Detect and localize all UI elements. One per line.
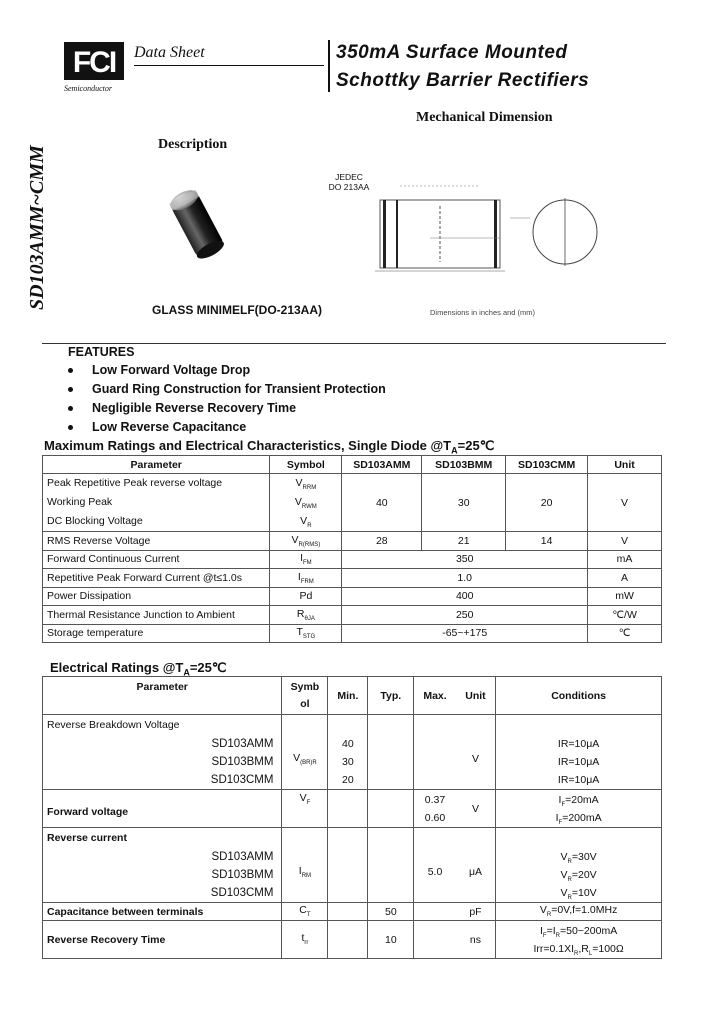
symbol-cell — [270, 587, 342, 606]
min-cell — [328, 921, 368, 959]
feature-text: Guard Ring Construction for Transient Protection — [92, 382, 386, 396]
symbol-cell — [270, 606, 342, 625]
symbol-cell — [282, 921, 328, 959]
features-heading: FEATURES — [68, 345, 135, 359]
symbol-cell — [270, 474, 342, 532]
max-ratings-title-sub: A — [451, 445, 458, 456]
condition: =20V — [571, 869, 597, 881]
symbol: V — [291, 533, 299, 546]
condition: IR=10μA — [557, 738, 600, 750]
value-cell: 14 — [506, 532, 588, 551]
typ-cell — [368, 828, 414, 903]
typ-cell: 10 — [368, 921, 414, 959]
symbol-sub: T — [306, 912, 311, 919]
cond-sub: R — [574, 950, 579, 957]
param-cell — [43, 828, 282, 903]
condition: =200mA — [562, 811, 602, 824]
param-cell: Forward Continuous Current — [43, 550, 270, 569]
value-cell: 40 — [342, 474, 422, 532]
col-header: Unit — [456, 677, 496, 715]
cond-sub: R — [555, 932, 560, 939]
value-cell: 250 — [342, 606, 588, 625]
feature-text: Low Forward Voltage Drop — [92, 363, 251, 377]
feature-item — [68, 420, 246, 434]
condition: IR=10μA — [557, 756, 600, 768]
cond-sub: F — [542, 932, 547, 939]
bullet-icon — [68, 387, 73, 392]
max-value: 0.37 — [424, 793, 446, 806]
header-rule — [134, 65, 324, 66]
table-row — [43, 569, 662, 588]
col-header: Parameter — [43, 456, 270, 474]
table-row — [43, 790, 662, 828]
feature-text: Negligible Reverse Recovery Time — [92, 401, 297, 415]
table-header-row — [43, 456, 662, 474]
symbol-sub: rr — [304, 940, 309, 947]
svg-text:FCI: FCI — [72, 46, 116, 79]
unit-cell: V — [588, 474, 662, 532]
symbol-cell — [270, 532, 342, 551]
jedec-line-2: DO 213AA — [328, 182, 370, 192]
table-row — [43, 606, 662, 625]
feature-item — [68, 401, 296, 415]
param-cell: Reverse Recovery Time — [43, 921, 282, 959]
cond-sub: R — [567, 895, 572, 902]
cond-sub: F — [558, 819, 563, 826]
max-ratings-title-suffix: =25℃ — [457, 438, 495, 453]
diode-image — [166, 170, 230, 270]
features-rule — [42, 343, 666, 344]
cond-symbol: V — [560, 869, 568, 881]
part-name: SD103CMM — [210, 774, 274, 786]
symbol-cell — [282, 790, 328, 828]
symbol: Pd — [299, 590, 313, 603]
symbol-cell — [282, 828, 328, 903]
bullet-icon — [68, 425, 73, 430]
max-cell — [414, 790, 456, 828]
cond-symbol: V — [539, 904, 547, 917]
elec-ratings-table — [42, 676, 662, 959]
max-ratings-title — [44, 438, 494, 456]
condition: IR=10μA — [557, 774, 600, 786]
symbol-cell — [282, 903, 328, 921]
symbol-sub: R(RMS) — [298, 541, 321, 548]
min-cell — [328, 903, 368, 921]
value-cell: 28 — [342, 532, 422, 551]
unit-cell: ℃ — [588, 624, 662, 643]
conditions-cell — [496, 790, 662, 828]
cond-symbol: I — [555, 811, 559, 824]
cond-symbol: V — [560, 851, 568, 863]
param-cell — [43, 715, 282, 790]
unit-cell: pF — [456, 903, 496, 921]
conditions-cell — [496, 921, 662, 959]
min-value: 30 — [342, 756, 354, 768]
table-row — [43, 550, 662, 569]
value-cell: 400 — [342, 587, 588, 606]
mechanical-heading: Mechanical Dimension — [416, 110, 553, 125]
max-cell — [414, 921, 456, 959]
table-row — [43, 903, 662, 921]
param-text: DC Blocking Voltage — [47, 515, 143, 527]
unit-cell: V — [456, 790, 496, 828]
cond-text: =I — [546, 924, 556, 937]
symbol-sub: RWM — [301, 504, 317, 511]
table-row — [43, 532, 662, 551]
min-cell — [328, 715, 368, 790]
col-header: Unit — [588, 456, 662, 474]
symbol: T — [296, 626, 303, 639]
part-range-title: SD103AMM~CMM — [26, 145, 48, 310]
condition: =0V,f=1.0MHz — [551, 904, 618, 917]
mechanical-drawing — [370, 178, 610, 308]
min-value: 20 — [342, 774, 354, 786]
col-header: Typ. — [368, 677, 414, 715]
symbol-sub: RM — [301, 873, 312, 880]
col-header: SD103AMM — [342, 456, 422, 474]
bullet-icon — [68, 368, 73, 373]
table-row — [43, 624, 662, 643]
symbol-sub: FRM — [300, 578, 314, 585]
elec-title-prefix: Electrical Ratings @T — [50, 660, 184, 675]
symbol-sub: STG — [302, 634, 316, 641]
typ-cell: 50 — [368, 903, 414, 921]
table-header-row — [43, 677, 662, 715]
symbol-header-line: ol — [300, 697, 310, 710]
unit-cell: mW — [588, 587, 662, 606]
symbol-cell — [270, 550, 342, 569]
min-cell — [328, 790, 368, 828]
symbol: C — [299, 904, 307, 917]
conditions-cell — [496, 828, 662, 903]
symbol-sub: FM — [302, 560, 312, 567]
unit-cell: A — [588, 569, 662, 588]
conditions-cell — [496, 715, 662, 790]
col-header: Max. — [414, 677, 456, 715]
value-cell: -65~+175 — [342, 624, 588, 643]
param-cell: Power Dissipation — [43, 587, 270, 606]
description-heading: Description — [158, 137, 228, 152]
cond-text: Irr=0.1XI — [533, 942, 575, 955]
table-row — [43, 474, 662, 532]
max-value: 0.60 — [424, 811, 446, 824]
min-value: 40 — [342, 738, 354, 750]
param-cell: Thermal Resistance Junction to Ambient — [43, 606, 270, 625]
elec-title-sub: A — [183, 667, 190, 678]
symbol: t — [301, 932, 305, 945]
max-cell — [414, 903, 456, 921]
part-name: SD103AMM — [211, 851, 274, 863]
value-cell: 30 — [422, 474, 506, 532]
symbol: I — [297, 570, 301, 583]
cond-sub: F — [561, 801, 566, 808]
param-text: Reverse current — [47, 832, 127, 844]
col-header: Symbol — [270, 456, 342, 474]
symbol: V — [293, 751, 301, 764]
param-text: Working Peak — [47, 496, 113, 508]
col-header: Parameter — [43, 677, 282, 715]
datasheet-label: Data Sheet — [134, 44, 205, 61]
param-cell — [43, 474, 270, 532]
logo-subtitle: Semiconductor — [64, 84, 112, 93]
value-cell: 21 — [422, 532, 506, 551]
value-cell: 350 — [342, 550, 588, 569]
col-header: Min. — [328, 677, 368, 715]
cond-text: =50~200mA — [559, 924, 618, 937]
symbol-sub: (BR)R — [300, 760, 317, 767]
table-row — [43, 715, 662, 790]
param-cell: Repetitive Peak Forward Current @t≤1.0s — [43, 569, 270, 588]
part-name: SD103CMM — [210, 887, 274, 899]
symbol-sub: RRM — [302, 485, 317, 492]
jedec-line-1: JEDEC — [335, 172, 363, 182]
unit-cell: mA — [588, 550, 662, 569]
value-cell: 1.0 — [342, 569, 588, 588]
elec-ratings-title — [50, 660, 226, 678]
fci-logo — [64, 42, 124, 80]
col-header-symbol — [282, 677, 328, 715]
title-line-2: Schottky Barrier Rectifiers — [336, 70, 590, 91]
col-header: SD103BMM — [422, 456, 506, 474]
table-row — [43, 587, 662, 606]
symbol-cell — [270, 624, 342, 643]
dimensions-note: Dimensions in inches and (mm) — [430, 308, 536, 317]
unit-cell: V — [456, 715, 496, 790]
col-header: SD103CMM — [506, 456, 588, 474]
title-line-1: 350mA Surface Mounted — [336, 42, 568, 63]
bullet-icon — [68, 406, 73, 411]
unit-cell: μA — [456, 828, 496, 903]
symbol: R — [296, 607, 305, 620]
part-name: SD103BMM — [211, 756, 274, 768]
cond-symbol: I — [558, 793, 562, 806]
typ-cell — [368, 715, 414, 790]
conditions-cell — [496, 903, 662, 921]
table-row — [43, 921, 662, 959]
cond-sub: L — [588, 950, 593, 957]
symbol: I — [298, 864, 302, 877]
feature-item — [68, 363, 250, 377]
package-label: GLASS MINIMELF(DO-213AA) — [152, 303, 323, 317]
param-cell: Capacitance between terminals — [43, 903, 282, 921]
symbol-cell — [282, 715, 328, 790]
symbol: I — [300, 552, 303, 565]
symbol-cell — [270, 569, 342, 588]
header-divider — [328, 40, 330, 92]
condition: =10V — [571, 887, 597, 899]
symbol-sub: F — [306, 800, 311, 807]
condition: =30V — [571, 851, 597, 863]
param-cell: Storage temperature — [43, 624, 270, 643]
cond-symbol: V — [560, 887, 568, 899]
param-cell: Forward voltage — [43, 790, 282, 828]
unit-cell: ℃/W — [588, 606, 662, 625]
symbol: V — [294, 496, 302, 508]
max-cell: 5.0 — [414, 828, 456, 903]
col-header: Conditions — [496, 677, 662, 715]
value-cell: 20 — [506, 474, 588, 532]
unit-cell: V — [588, 532, 662, 551]
table-row — [43, 828, 662, 903]
condition: =20mA — [565, 793, 599, 806]
cond-text: I — [539, 924, 543, 937]
feature-text: Low Reverse Capacitance — [92, 420, 247, 434]
param-text: Peak Repetitive Peak reverse voltage — [47, 477, 223, 489]
symbol: V — [300, 515, 308, 527]
param-text: Reverse Breakdown Voltage — [47, 719, 180, 731]
feature-item — [68, 382, 386, 396]
cond-sub: R — [567, 877, 572, 884]
symbol-sub: θJA — [304, 615, 315, 622]
cond-sub: R — [567, 859, 572, 866]
typ-cell — [368, 790, 414, 828]
symbol-header-line: Symb — [290, 680, 320, 693]
unit-cell: ns — [456, 921, 496, 959]
jedec-label — [326, 172, 372, 192]
part-name: SD103BMM — [211, 869, 274, 881]
cond-text: ,R — [578, 942, 589, 955]
elec-title-suffix: =25℃ — [189, 660, 227, 675]
max-ratings-title-prefix: Maximum Ratings and Electrical Characteristics, Single Diode @T — [44, 438, 452, 453]
param-cell: RMS Reverse Voltage — [43, 532, 270, 551]
max-ratings-table — [42, 455, 662, 643]
symbol-sub: R — [307, 523, 312, 530]
cond-text: =100Ω — [592, 942, 624, 955]
max-cell — [414, 715, 456, 790]
min-cell — [328, 828, 368, 903]
part-name: SD103AMM — [211, 738, 274, 750]
cond-sub: R — [546, 912, 552, 919]
symbol: V — [299, 792, 307, 804]
symbol: V — [295, 477, 303, 489]
